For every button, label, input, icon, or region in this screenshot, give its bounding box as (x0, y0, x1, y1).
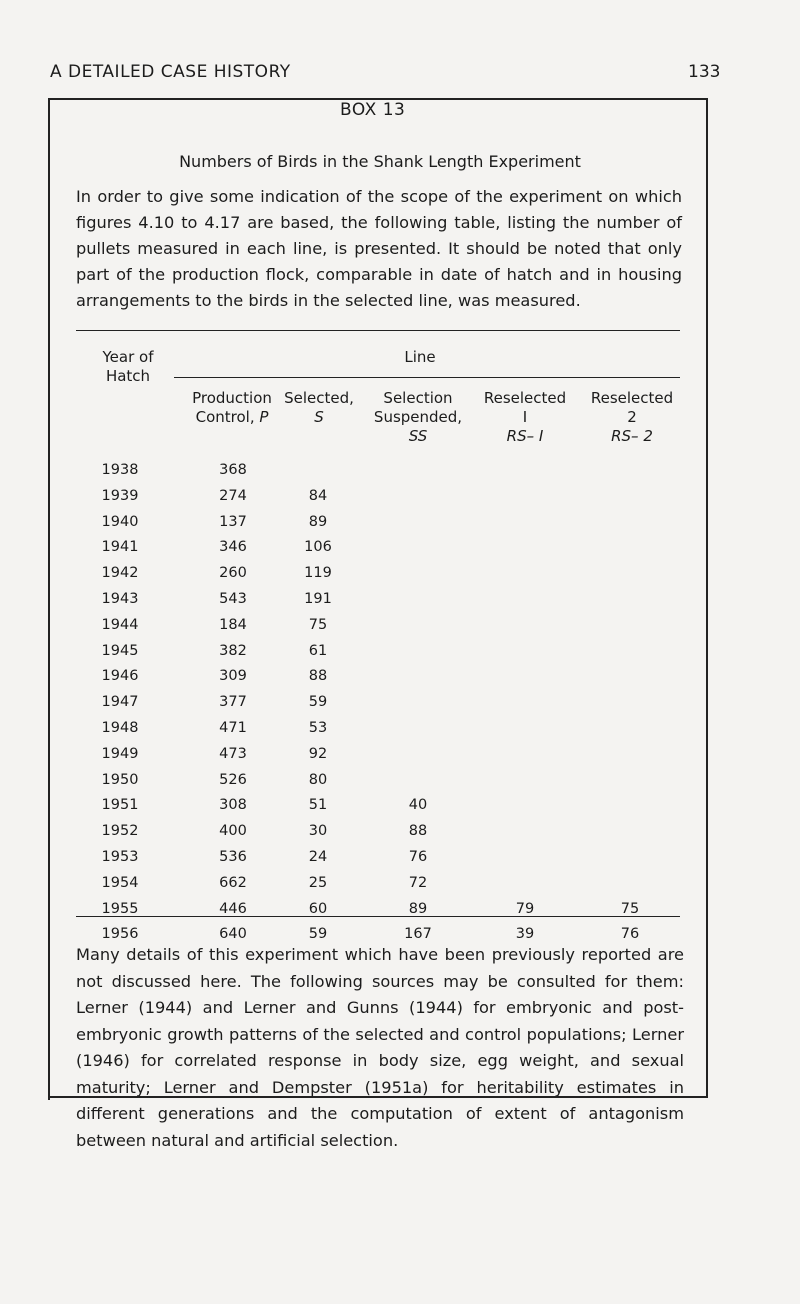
year-cell: 1950 (101, 772, 139, 788)
table-bottom-rule (76, 916, 680, 917)
count-cell-rs2: 75 (620, 901, 640, 917)
table-top-rule (76, 330, 680, 331)
count-cell-p: 640 (219, 926, 247, 942)
count-cell-ss: 167 (404, 926, 432, 942)
year-cell: 1943 (101, 591, 139, 607)
col-header-line (180, 408, 284, 427)
count-cell-ss: 88 (408, 823, 428, 839)
count-cell-p: 662 (219, 875, 247, 891)
year-cell: 1952 (101, 823, 139, 839)
col-header-selection-suspended (362, 389, 474, 446)
count-cell-s: 59 (308, 926, 328, 942)
count-cell-p: 473 (219, 746, 247, 762)
year-cell: 1946 (101, 668, 139, 684)
count-cell-s: 191 (304, 591, 332, 607)
count-cell-s: 51 (308, 797, 328, 813)
col-header-line: Reselected (590, 389, 674, 407)
year-cell: 1954 (101, 875, 139, 891)
count-cell-s: 92 (308, 746, 328, 762)
year-cell: 1945 (101, 643, 139, 659)
year-cell: 1953 (101, 849, 139, 865)
count-cell-s: 59 (308, 694, 328, 710)
count-cell-s: 25 (308, 875, 328, 891)
col-header-line: Suspended, (373, 408, 463, 426)
col-header-line: Selected, (284, 389, 354, 407)
count-cell-s: 119 (304, 565, 332, 581)
col-header-line (580, 427, 684, 446)
count-cell-ss: 76 (408, 849, 428, 865)
col-header-line: I (522, 408, 528, 426)
count-cell-s: 75 (308, 617, 328, 633)
count-cell-s: 88 (308, 668, 328, 684)
year-cell: 1956 (101, 926, 139, 942)
year-cell: 1951 (101, 797, 139, 813)
count-cell-p: 368 (219, 462, 247, 478)
col-header-line: 2 (627, 408, 637, 426)
year-cell: 1949 (101, 746, 139, 762)
year-cell: 1939 (101, 488, 139, 504)
col-header-line (476, 427, 574, 446)
count-cell-ss: 72 (408, 875, 428, 891)
count-cell-p: 308 (219, 797, 247, 813)
count-cell-p: 400 (219, 823, 247, 839)
year-cell: 1955 (101, 901, 139, 917)
col-header-symbol: SS (408, 427, 428, 445)
closing-paragraph: Many details of this experiment which have been previously reported are not discussed here. The following sources may be consulted for them: Lerner (1944) and Lerner and Gunns (1944) for embryonic and post-embryonic growth patterns of the selected and control populations; Lerner (1946) for correlated response in body size, egg weight, and sexual maturity; Lerner and Dempster (1951a) for heritability estimates in different generations and the computation of extent of antagonism between natural and artificial selection. (76, 945, 684, 1150)
col-header-symbol: S (314, 408, 324, 426)
count-cell-p: 543 (219, 591, 247, 607)
year-header-line2: Hatch (105, 367, 151, 385)
col-header-line: Production (192, 389, 272, 407)
col-header-selected (280, 389, 358, 427)
running-head: A DETAILED CASE HISTORY (50, 62, 291, 82)
count-cell-p: 526 (219, 772, 247, 788)
count-cell-s: 106 (304, 539, 332, 555)
year-cell: 1942 (101, 565, 139, 581)
count-cell-p: 274 (219, 488, 247, 504)
col-header-reselected-1 (476, 389, 574, 446)
year-header (88, 348, 168, 386)
count-cell-p: 377 (219, 694, 247, 710)
year-cell: 1947 (101, 694, 139, 710)
count-cell-p: 446 (219, 901, 247, 917)
count-cell-p: 536 (219, 849, 247, 865)
count-cell-p: 346 (219, 539, 247, 555)
col-header-line (280, 408, 358, 427)
count-cell-p: 471 (219, 720, 247, 736)
year-cell: 1940 (101, 514, 139, 530)
line-header-rule (174, 377, 680, 378)
year-cell: 1948 (101, 720, 139, 736)
count-cell-ss: 89 (408, 901, 428, 917)
col-header-production-control (180, 389, 284, 427)
col-header-symbol: RS– I (506, 427, 544, 445)
count-cell-rs2: 76 (620, 926, 640, 942)
box-left-border (48, 98, 50, 1100)
col-header-line (362, 427, 474, 446)
col-header-symbol: P (259, 408, 269, 426)
year-header-line1: Year of (102, 348, 154, 366)
line-header: Line (404, 348, 436, 366)
count-cell-rs1: 79 (515, 901, 535, 917)
year-cell: 1944 (101, 617, 139, 633)
box-heading: Numbers of Birds in the Shank Length Experiment (179, 152, 581, 171)
box-label: BOX 13 (336, 100, 409, 120)
page-number: 133 (688, 62, 721, 82)
col-header-text: Control, (195, 408, 260, 426)
count-cell-s: 61 (308, 643, 328, 659)
col-header-line: Reselected (483, 389, 567, 407)
count-cell-p: 260 (219, 565, 247, 581)
count-cell-p: 184 (219, 617, 247, 633)
count-cell-s: 80 (308, 772, 328, 788)
intro-paragraph: In order to give some indication of the scope of the experiment on which figures 4.10 to 4.17 are based, the following table, listing the number of pullets measured in each line, is presented. It should be noted that only part of the production flock, comparable in date of hatch and in housing arrangements to the birds in the selected line, was measured. (76, 187, 682, 310)
count-cell-p: 309 (219, 668, 247, 684)
count-cell-s: 53 (308, 720, 328, 736)
count-cell-s: 24 (308, 849, 328, 865)
col-header-line: Selection (383, 389, 453, 407)
count-cell-p: 382 (219, 643, 247, 659)
count-cell-s: 89 (308, 514, 328, 530)
col-header-symbol: RS– 2 (611, 427, 653, 445)
count-cell-rs1: 39 (515, 926, 535, 942)
count-cell-s: 30 (308, 823, 328, 839)
count-cell-s: 84 (308, 488, 328, 504)
col-header-reselected-2 (580, 389, 684, 446)
count-cell-s: 60 (308, 901, 328, 917)
year-cell: 1941 (101, 539, 139, 555)
count-cell-ss: 40 (408, 797, 428, 813)
year-cell: 1938 (101, 462, 139, 478)
count-cell-p: 137 (219, 514, 247, 530)
